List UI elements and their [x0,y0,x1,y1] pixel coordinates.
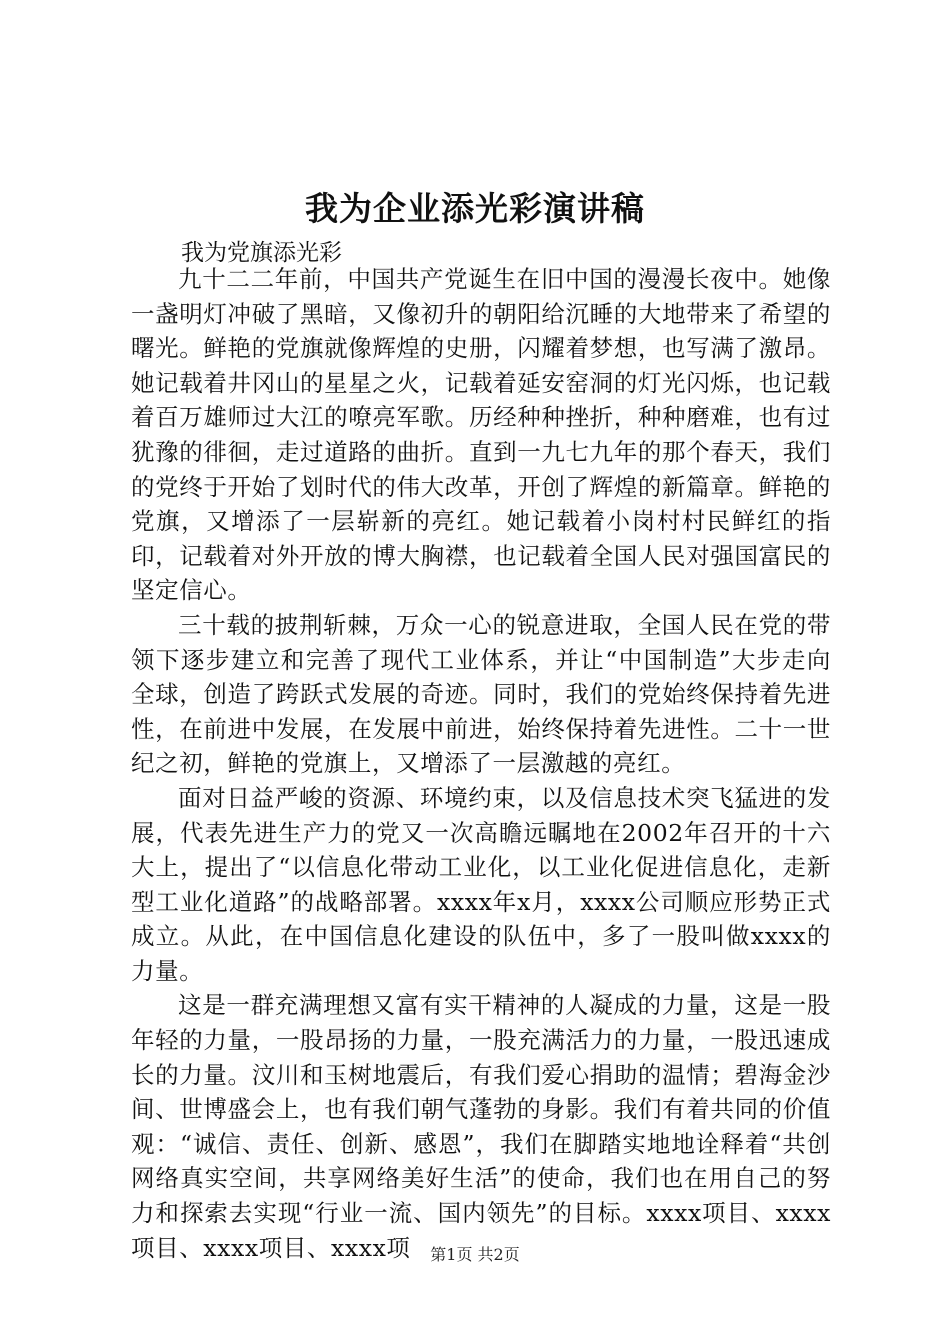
paragraph: 这是一群充满理想又富有实干精神的人凝成的力量，这是一股年轻的力量，一股昂扬的力量，一股充满活力的力量，一股迅速成长的力量。汶川和玉树地震后，有我们爱心捐助的温情；碧海金沙间、世博盛会上，也有我们朝气蓬勃的身影。我们有着共同的价值观：“诚信、责任、创新、感恩”，我们在脚踏实地地诠释着“共创网络真实空间，共享网络美好生活”的使命，我们也在用自己的努力和探索去实现“行业一流、国内领先”的目标。xxxx项目、xxxx项目、xxxx项目、xxxx项 [131,991,831,1262]
paragraph: 面对日益严峻的资源、环境约束，以及信息技术突飞猛进的发展，代表先进生产力的党又一次高瞻远瞩地在2002年召开的十六大上，提出了“以信息化带动工业化，以工业化促进信息化，走新型工业化道路”的战略部署。xxxx年x月，xxxx公司顺应形势正式成立。从此，在中国信息化建设的队伍中，多了一股叫做xxxx的力量。 [131,783,831,985]
paragraph: 三十载的披荆斩棘，万众一心的锐意进取，全国人民在党的带领下逐步建立和完善了现代工业体系，并让“中国制造”大步走向全球，创造了跨跃式发展的奇迹。同时，我们的党始终保持着先进性，在前进中发展，在发展中前进，始终保持着先进性。二十一世纪之初，鲜艳的党旗上，又增添了一层激越的亮红。 [131,610,831,778]
page-footer: 第1页 共2页 [430,1245,520,1264]
document-body [131,262,831,1265]
document-subtitle: 我为党旗添光彩 [181,240,342,266]
paragraph: 九十二二年前，中国共产党诞生在旧中国的漫漫长夜中。她像一盏明灯冲破了黑暗，又像初升的朝阳给沉睡的大地带来了希望的曙光。鲜艳的党旗就像辉煌的史册，闪耀着梦想，也写满了激昂。她记载着井冈山的星星之火，记载着延安窑洞的灯光闪烁，也记载着百万雄师过大江的嘹亮军歌。历经种种挫折，种种磨难，也有过犹豫的徘徊，走过道路的曲折。直到一九七九年的那个春天，我们的党终于开始了划时代的伟大改革，开创了辉煌的新篇章。鲜艳的党旗，又增添了一层崭新的亮红。她记载着小岗村村民鲜红的指印，记载着对外开放的博大胸襟，也记载着全国人民对强国富民的坚定信心。 [131,265,831,605]
document-title: 我为企业添光彩演讲稿 [305,189,645,228]
